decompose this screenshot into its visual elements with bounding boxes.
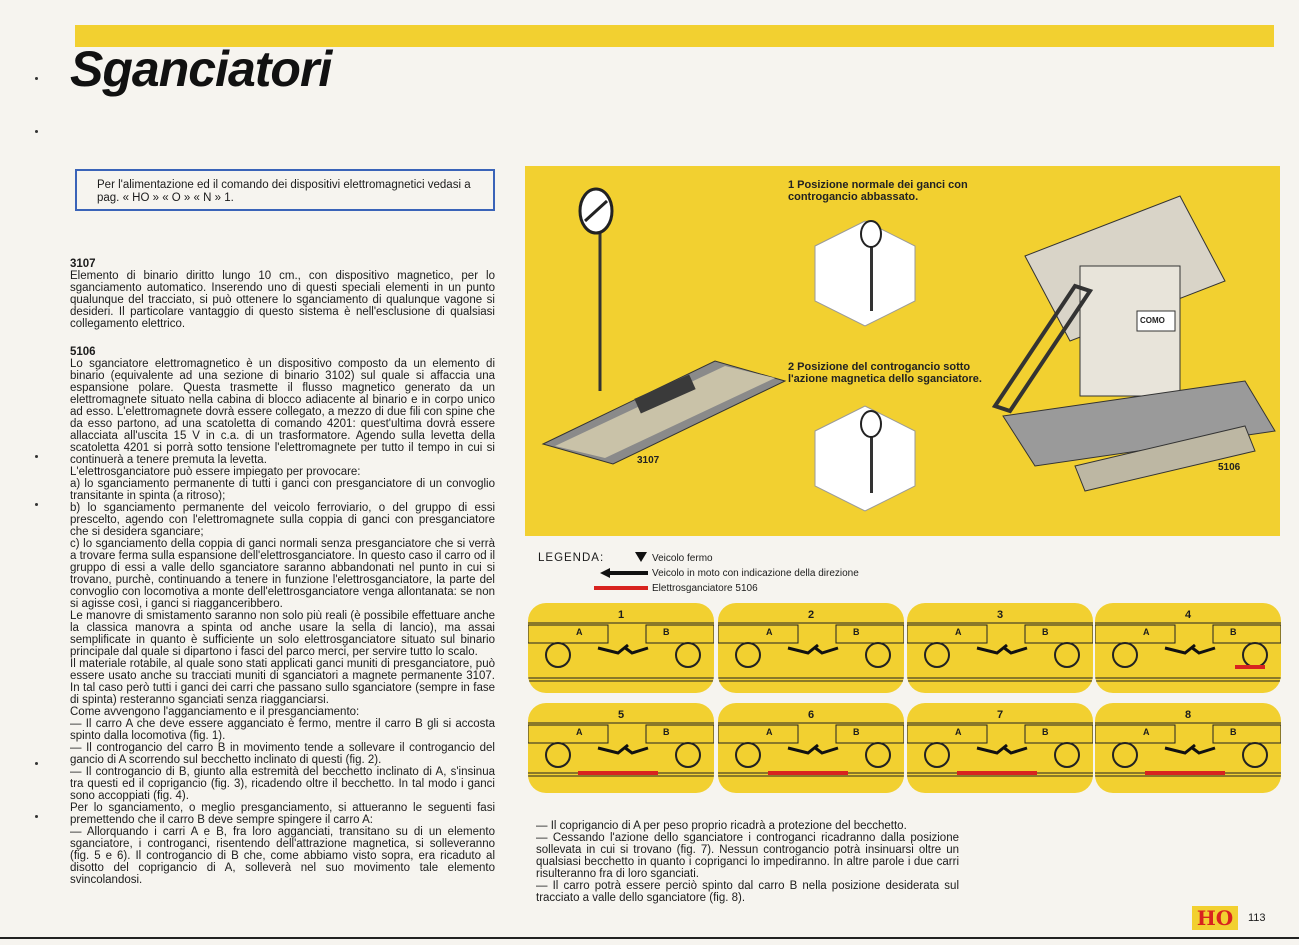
margin-mark [35,130,38,133]
diagram-number: 8 [1185,709,1192,721]
uncoupler-5106-icon [594,586,648,591]
car-a-label: A [576,627,583,637]
page-title: Sganciatori [70,41,332,97]
section-5106 [70,346,495,886]
margin-mark [35,77,38,80]
uncoupler-marker [1235,665,1265,669]
section-code: 3107 [70,258,96,270]
car-a-label: A [766,727,773,737]
legend-item: Veicolo fermo [652,553,713,564]
margin-mark [35,815,38,818]
uncoupler-marker [768,771,848,775]
footer-rule [0,937,1299,939]
car-b-label: B [1042,727,1049,737]
page-number: 113 [1248,912,1266,924]
car-b-label: B [1230,727,1237,737]
margin-mark [35,503,38,506]
info-box [75,169,495,211]
stationary-vehicle-icon [635,552,647,562]
coupling-diagram [1095,703,1281,793]
uncoupler-marker [957,771,1037,775]
figure-label-3107: 3107 [637,455,660,466]
legend-item: Elettrosganciatore 5106 [652,583,758,594]
legend-item: Veicolo in moto con indicazione della direzione [652,568,859,579]
car-a-label: A [1143,727,1150,737]
uncoupler-marker [1145,771,1225,775]
track-illustration [525,166,1280,536]
coupling-diagram [907,603,1093,693]
car-b-label: B [1230,627,1237,637]
figure-caption-1: 1 Posizione normale dei ganci con controgancio abbassato. [788,179,968,203]
margin-mark [35,762,38,765]
scale-badge: HO [1192,906,1238,930]
coupling-diagram [718,703,904,793]
coupling-diagram [907,703,1093,793]
coupling-diagram [718,603,904,693]
section-text: Lo sganciatore elettromagnetico è un dispositivo composto da un elemento di binario (equivalente ad una sezione di binario 3102) sul quale si affaccia una espansione polare. Questa trasmette il flusso magnetico generato da un elettromagnete situato nella cabina di blocco adiacente al binario e in corpo unico ad esso. L'elettromagnete dovrà essere collegato, a mezzo di due fili con spine che da esso partono, ad una scatoletta di comando 4201: quest'ultima dovrà essere allacciata all'uscita 15 V in c.a. di un trasformatore. Agendo sulla levetta della scatoletta 4201 si porrà sotto tensione l'elettromagnete per tutto il tempo in cui si continuerà a tenere premuta la levetta. L'elettrosganciatore può essere impiegato per provocare: a) lo sganciamento permanente di tutti i ganci con presganciatore di un convoglio transitante in spinta (a ritroso); b) lo sganciamento permanente del veicolo ferroviario, o del gruppo di essi prescelto, agendo con l'elettromagnete sulla coppia di ganci con presganciatore che si desidera sganciare; c) lo sganciamento della coppia di ganci normali senza presganciatore che si verrà a trovare ferma sulla espansione dell'elettrosganciatore. In questo caso il carro od il gruppo di essi a valle dello sganciatore saranno abbandonati nel punto in cui si trovano, purchè, continuando a tenere in funzione l'elettrosganciatore, la parte del convoglio con locomotiva a monte dell'elettrosganciatore venga allontanata: se non si agisse così, i ganci si riagganceribbero. Le manovre di smistamento saranno non solo più reali (è possibile effettuare anche la classica manovra a spinta od anche usare la sella di lancio), ma assai semplificate in quanto è sufficiente un solo elettrosganciatore situato sul binario principale dal quale si dipartono i fasci del parco merci, per servire tutto lo scalo. Il materiale rotabile, al quale sono stati applicati ganci muniti di presganciatore, può essere usato anche su tracciati muniti di sganciatori a magnete permanente 3107. In tal caso però tutti i ganci dei carri che passano sullo sganciatore (sempre in fase di spinta) resteranno sganciati senza riagganciarsi. Come avvengono l'agganciamento e il presganciamento: — Il carro A che deve essere agganciato è fermo, mentre il carro B gli si accosta spinto dalla locomotiva (fig. 1). — Il controgancio del carro B in movimento tende a sollevare il controgancio del gancio di A scorrendo sul becchetto inclinato di questi (fig. 2). — Il controgancio di B, giunto alla estremità del becchetto inclinato di A, s'insinua tra questi ed il coprigancio (fig. 3), ricadendo oltre il becchetto. In tal modo i ganci sono accoppiati (fig. 4). Per lo sganciamento, o meglio presganciamento, si attueranno le seguenti fasi premettendo che il carro B deve sempre spingere il carro A: — Allorquando i carri A e B, fra loro agganciati, transitano su di un elemento sganciatore, i controganci, risentendo dell'attrazione magnetica, si solleveranno (fig. 5 e 6). Il controgancio di B che, come abbiamo visto sopra, era ricaduto al disotto del coprigancio di A, solleverà nel suo movimento tale elemento svincolandosi. [70,358,495,886]
diagram-number: 2 [808,609,815,621]
car-a-label: A [955,727,962,737]
section-code: 5106 [70,346,96,358]
diagram-number: 7 [997,709,1004,721]
figure-panel [525,166,1280,536]
uncoupler-marker [578,771,658,775]
diagram-number: 3 [997,609,1004,621]
bottom-text [536,820,959,904]
section-3107 [70,258,495,330]
diagram-number: 4 [1185,609,1192,621]
info-box-text: Per l'alimentazione ed il comando dei dispositivi elettromagnetici vedasi a pag. « HO » « O » « N » 1. [97,179,471,204]
cabin-sign: COMO [1140,316,1165,325]
car-b-label: B [663,727,670,737]
coupling-diagram [1095,603,1281,693]
car-b-label: B [663,627,670,637]
car-a-label: A [766,627,773,637]
legend-title: LEGENDA: [538,552,605,564]
diagram-number: 5 [618,709,625,721]
coupling-diagram [528,603,714,693]
car-b-label: B [1042,627,1049,637]
car-a-label: A [576,727,583,737]
car-b-label: B [853,627,860,637]
moving-vehicle-arrow-icon [600,568,648,578]
diagram-number: 6 [808,709,815,721]
figure-caption-2: 2 Posizione del controgancio sotto l'azione magnetica dello sganciatore. [788,361,982,385]
figure-label-5106: 5106 [1218,462,1241,473]
car-a-label: A [1143,627,1150,637]
coupling-diagram [528,703,714,793]
diagram-number: 1 [618,609,625,621]
car-b-label: B [853,727,860,737]
car-a-label: A [955,627,962,637]
section-text: Elemento di binario diritto lungo 10 cm., con dispositivo magnetico, per lo sganciamento automatico. Inserendo uno di questi speciali elementi in un punto qualunque del tracciato, si può ottenere lo sganciamento di qualunque vagone si desideri. Il particolare vantaggio di questo sistema è nell'esclusione di qualsiasi collegamento elettrico. [70,270,495,330]
margin-mark [35,455,38,458]
bottom-paragraph: — Il coprigancio di A per peso proprio ricadrà a protezione del becchetto. — Cessando l'azione dello sganciatore i controganci ricadranno dalla posizione sollevata in cui si trovano (fig. 7). Nessun controgancio potrà insinuarsi oltre un qualsiasi becchetto in quanto i copriganci lo impediranno. In altre parole i due carri risulteranno fra di loro sganciati. — Il carro potrà essere perciò spinto dal carro B nella posizione desiderata sul tracciato a valle dello sganciatore (fig. 8). [536,820,959,904]
